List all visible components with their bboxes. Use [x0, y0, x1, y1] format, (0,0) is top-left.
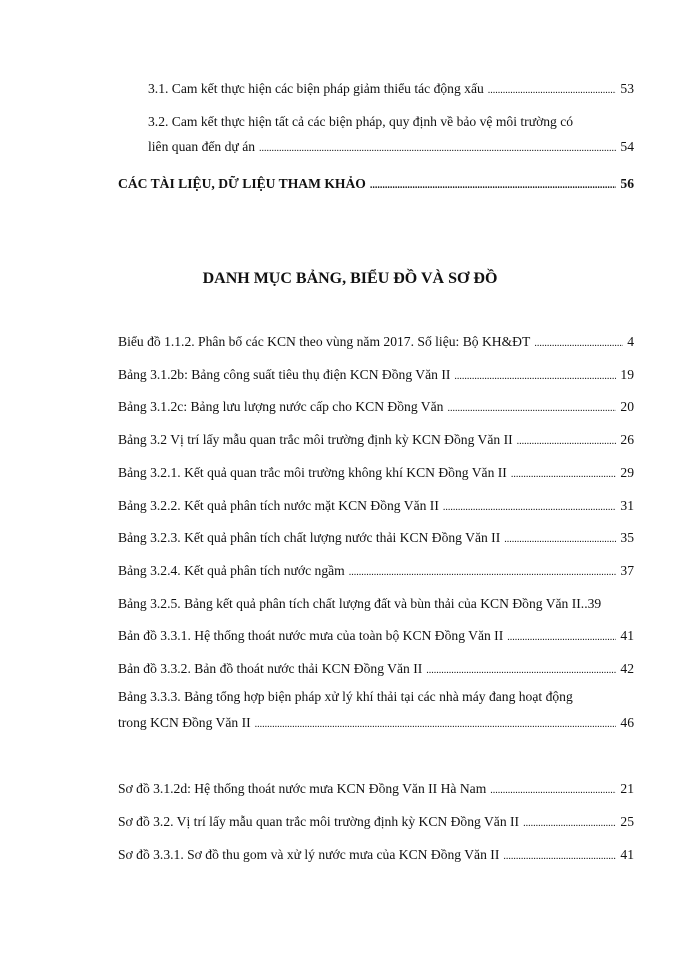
entry-row	[118, 595, 634, 613]
entry-page: 19	[620, 366, 634, 382]
leader-dots	[454, 366, 616, 386]
diagram-page: 25	[620, 814, 634, 829]
entry-page: 4	[627, 334, 634, 349]
entry-text: Bảng 3.2.2. Kết quả phân tích nước mặt KCN Đồng Văn II	[118, 497, 439, 513]
toc-item-text: CÁC TÀI LIỆU, DỮ LIỆU THAM KHẢO	[118, 176, 366, 191]
diagram-text: Sơ đồ 3.1.2d: Hệ thống thoát nước mưa KCN Đồng Văn II Hà Nam	[118, 781, 487, 796]
entry-page: 20	[620, 399, 634, 415]
leader-dots	[490, 780, 616, 800]
entry-text: Bảng 3.1.2b: Bảng công suất tiêu thụ điện KCN Đồng Văn II	[118, 366, 451, 382]
entry-page: 26	[620, 432, 634, 448]
section-heading: DANH MỤC BẢNG, BIỂU ĐỒ VÀ SƠ ĐỒ	[202, 270, 498, 287]
leader-dots	[511, 464, 617, 484]
entry-row	[118, 333, 634, 353]
entry-text: Bản đồ 3.3.1. Hệ thống thoát nước mưa của toàn bộ KCN Đồng Văn II	[118, 628, 504, 644]
leader-dots	[503, 846, 616, 866]
leader-dots	[507, 627, 616, 647]
entry-text: Bảng 3.2 Vị trí lấy mẫu quan trắc môi trường định kỳ KCN Đồng Văn II	[118, 432, 513, 448]
entry-multi	[118, 714, 634, 734]
entry-page: 42	[620, 661, 634, 676]
toc-item-3-2	[148, 138, 634, 158]
entry-page: 31	[620, 497, 634, 513]
diagram-row	[118, 813, 634, 833]
entry-text: Bảng 3.1.2c: Bảng lưu lượng nước cấp cho KCN Đồng Văn	[118, 399, 444, 415]
entry-row	[118, 529, 634, 549]
leader-dots	[488, 80, 617, 100]
leader-dots	[523, 813, 616, 833]
entry-multi-line1: Bảng 3.3.3. Bảng tổng hợp biện pháp xử lý khí thải tại các nhà máy đang hoạt động	[118, 689, 573, 704]
entry-page: 46	[620, 715, 634, 730]
entry-text: Bảng 3.2.1. Kết quả quan trắc môi trường không khí KCN Đồng Văn II	[118, 464, 507, 480]
entry-row	[118, 497, 634, 517]
leader-dots	[517, 431, 617, 451]
toc-item-3-2-line1: 3.2. Cam kết thực hiện tất cả các biện pháp, quy định về bảo vệ môi trường có	[148, 114, 574, 129]
leader-dots	[426, 660, 616, 680]
entry-page: 35	[620, 530, 634, 546]
leader-dots	[443, 497, 617, 517]
leader-dots	[255, 714, 617, 734]
toc-item-page: 56	[620, 176, 634, 191]
diagram-text: Sơ đồ 3.3.1. Sơ đồ thu gom và xử lý nước mưa của KCN Đồng Văn II	[118, 847, 500, 862]
leader-dots	[504, 529, 616, 549]
toc-item-references	[118, 175, 634, 195]
entry-row	[118, 398, 634, 418]
entry-row	[118, 660, 634, 680]
entry-text: trong KCN Đồng Văn II	[118, 715, 251, 730]
entry-text: Biểu đồ 1.1.2. Phân bố các KCN theo vùng năm 2017. Số liệu: Bộ KH&ĐT	[118, 334, 531, 349]
entry-page: 41	[620, 628, 634, 644]
entry-text: Bảng 3.2.4. Kết quả phân tích nước ngầm	[118, 562, 345, 578]
leader-dots	[534, 333, 623, 353]
entry-row	[118, 562, 634, 582]
toc-item-page: 53	[620, 81, 634, 96]
diagram-row	[118, 780, 634, 800]
diagram-page: 41	[620, 847, 634, 862]
leader-dots	[447, 398, 616, 418]
leader-dots	[349, 562, 617, 582]
toc-item-page: 54	[620, 139, 634, 154]
entry-text: Bản đồ 3.3.2. Bản đồ thoát nước thải KCN Đồng Văn II	[118, 661, 423, 676]
diagram-page: 21	[620, 781, 634, 796]
entry-row	[118, 431, 634, 451]
entry-row	[118, 366, 634, 386]
entry-page: 37	[620, 562, 634, 578]
entry-text: Bảng 3.2.5. Bảng kết quả phân tích chất lượng đất và bùn thải của KCN Đồng Văn II..39	[118, 595, 602, 611]
toc-item-text: 3.1. Cam kết thực hiện các biện pháp giảm thiểu tác động xấu	[148, 81, 484, 96]
entry-row	[118, 627, 634, 647]
entry-row	[118, 464, 634, 484]
entry-text: Bảng 3.2.3. Kết quả phân tích chất lượng nước thải KCN Đồng Văn II	[118, 530, 501, 546]
diagram-text: Sơ đồ 3.2. Vị trí lấy mẫu quan trắc môi trường định kỳ KCN Đồng Văn II	[118, 814, 520, 829]
diagram-row	[118, 846, 634, 866]
entry-page: 29	[620, 464, 634, 480]
toc-item-text: liên quan đến dự án	[148, 139, 256, 154]
leader-dots	[259, 138, 616, 158]
toc-item-3-1	[148, 80, 634, 100]
leader-dots	[370, 175, 617, 195]
